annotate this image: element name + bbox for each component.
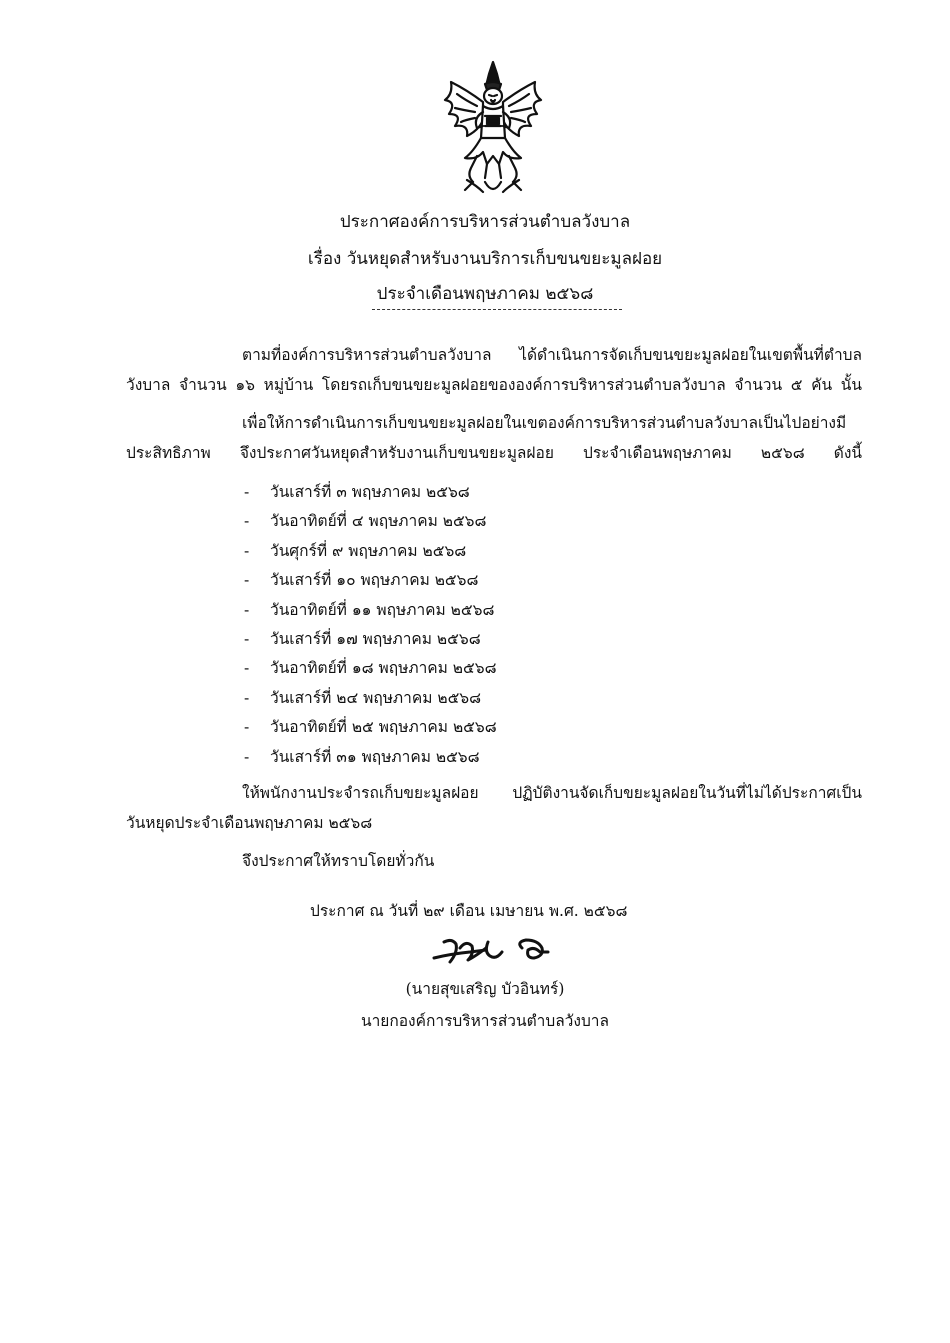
announcement-date: ประกาศ ณ วันที่ ๒๙ เดือน เมษายน พ.ศ. ๒๕๖๘	[310, 902, 628, 920]
list-marker: -	[244, 512, 250, 531]
list-item	[244, 684, 497, 713]
paragraph-line: เพื่อให้การดำเนินการเก็บขนขยะมูลฝอยในเขตองค์การบริหารส่วนตำบลวังบาลเป็นไปอย่างมี	[242, 414, 847, 432]
list-item	[244, 596, 497, 625]
paragraph-instruction	[126, 778, 862, 838]
paragraph-purpose	[126, 408, 862, 468]
list-marker: -	[244, 718, 250, 737]
holiday-date: วันอาทิตย์ที่ ๒๕ พฤษภาคม ๒๕๖๘	[270, 718, 497, 737]
list-marker: -	[244, 600, 250, 619]
holiday-date: วันอาทิตย์ที่ ๑๑ พฤษภาคม ๒๕๖๘	[270, 600, 495, 619]
handwritten-signature-icon	[430, 928, 554, 972]
holiday-date: วันเสาร์ที่ ๓ พฤษภาคม ๒๕๖๘	[270, 483, 470, 501]
garuda-emblem-icon	[437, 60, 549, 200]
title-separator	[372, 309, 622, 310]
list-marker: -	[244, 629, 250, 648]
list-item	[244, 478, 497, 507]
holiday-date: วันอาทิตย์ที่ ๔ พฤษภาคม ๒๕๖๘	[270, 512, 487, 531]
list-marker: -	[244, 688, 250, 707]
list-item	[244, 743, 497, 772]
holiday-list	[244, 478, 497, 772]
holiday-date: วันอาทิตย์ที่ ๑๘ พฤษภาคม ๒๕๖๘	[270, 659, 497, 678]
announcement-period: ประจำเดือนพฤษภาคม ๒๕๖๘	[376, 284, 594, 304]
paragraph-line: ตามที่องค์การบริหารส่วนตำบลวังบาล ได้ดำเนินการจัดเก็บขนขยะมูลฝอยในเขตพื้นที่ตำบล	[242, 346, 862, 364]
announcement-title: ประกาศองค์การบริหารส่วนตำบลวังบาล	[339, 212, 631, 232]
signer-position: นายกองค์การบริหารส่วนตำบลวังบาล	[360, 1012, 609, 1030]
holiday-date: วันศุกร์ที่ ๙ พฤษภาคม ๒๕๖๘	[270, 541, 467, 560]
holiday-date: วันเสาร์ที่ ๓๑ พฤษภาคม ๒๕๖๘	[270, 747, 480, 766]
closing-statement: จึงประกาศให้ทราบโดยทั่วกัน	[242, 852, 435, 870]
holiday-date: วันเสาร์ที่ ๑๗ พฤษภาคม ๒๕๖๘	[270, 629, 481, 648]
list-marker: -	[244, 571, 250, 590]
paragraph-line: ประสิทธิภาพ จึงประกาศวันหยุดสำหรับงานเก็บขนขยะมูลฝอย ประจำเดือนพฤษภาคม ๒๕๖๘ ดังนี้	[126, 444, 862, 462]
list-marker: -	[244, 747, 250, 766]
list-item	[244, 566, 497, 595]
paragraph-line: วันหยุดประจำเดือนพฤษภาคม ๒๕๖๘	[126, 814, 373, 832]
list-marker: -	[244, 541, 250, 560]
list-item	[244, 625, 497, 654]
list-item	[244, 537, 497, 566]
paragraph-line: วังบาล จำนวน ๑๖ หมู่บ้าน โดยรถเก็บขนขยะมูลฝอยขององค์การบริหารส่วนตำบลวังบาล จำนวน ๕ คัน นั้น	[126, 376, 862, 394]
list-marker: -	[244, 483, 250, 501]
announcement-subject: เรื่อง วันหยุดสำหรับงานบริการเก็บขนขยะมูลฝอย	[307, 249, 663, 269]
list-item	[244, 507, 497, 536]
holiday-date: วันเสาร์ที่ ๒๔ พฤษภาคม ๒๕๖๘	[270, 688, 482, 707]
list-item	[244, 713, 497, 742]
list-marker: -	[244, 659, 250, 678]
paragraph-line: ให้พนักงานประจำรถเก็บขยะมูลฝอย ปฏิบัติงานจัดเก็บขยะมูลฝอยในวันที่ไม่ได้ประกาศเป็น	[242, 784, 862, 802]
list-item	[244, 654, 497, 683]
signer-name: (นายสุขเสริญ บัวอินทร์)	[405, 980, 565, 998]
holiday-date: วันเสาร์ที่ ๑๐ พฤษภาคม ๒๕๖๘	[270, 571, 479, 590]
paragraph-background	[126, 340, 862, 400]
